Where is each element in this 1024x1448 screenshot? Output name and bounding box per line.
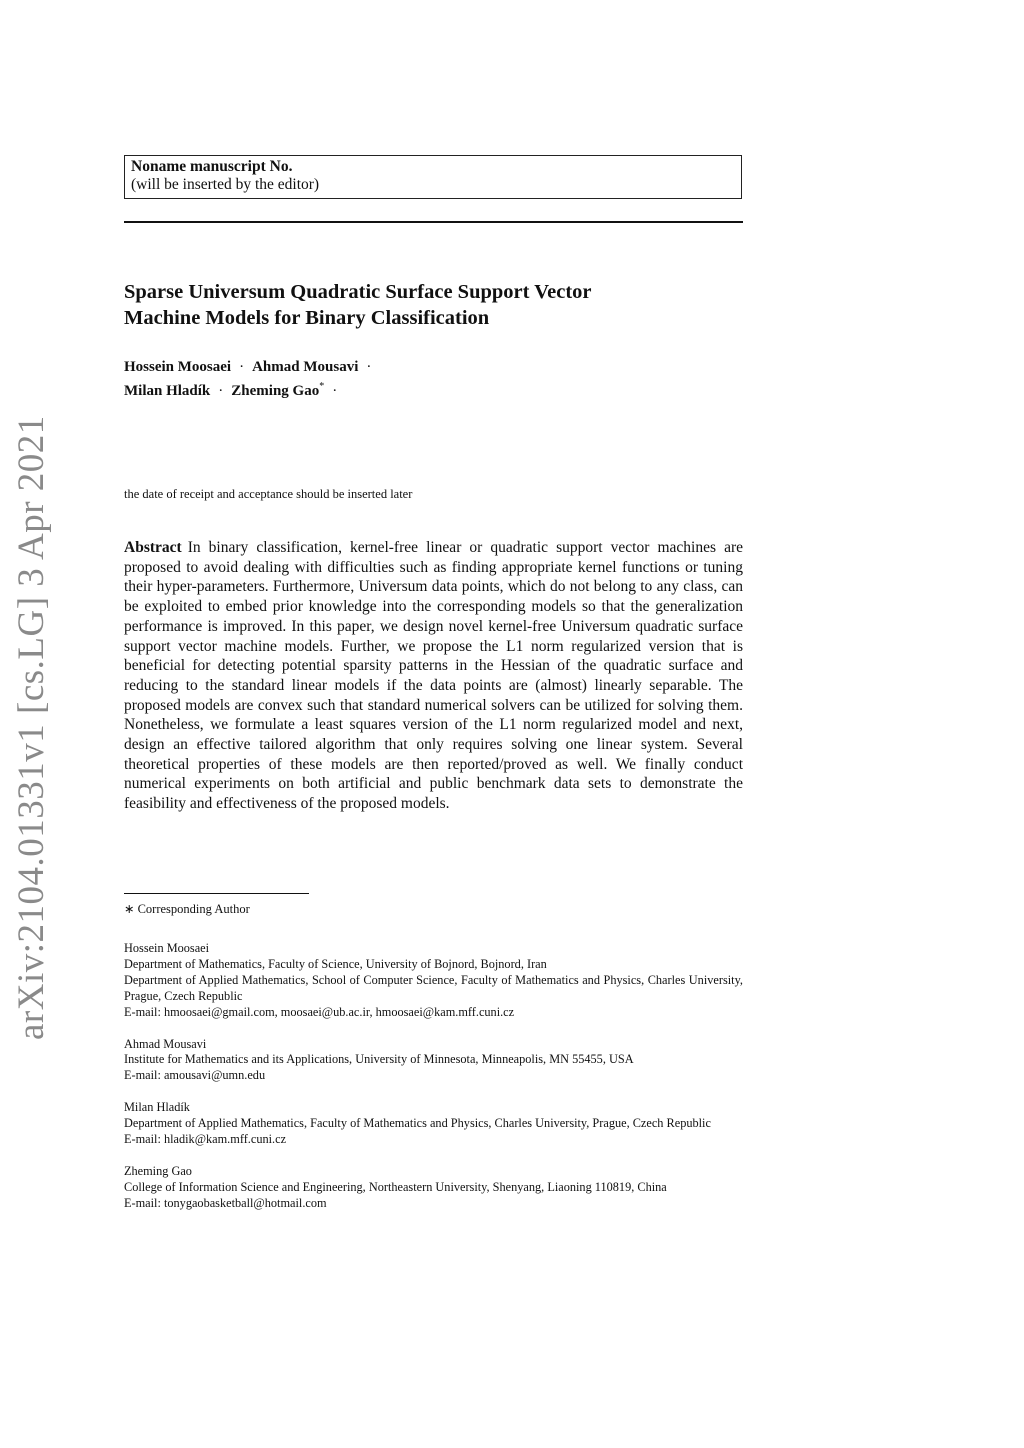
author-name: Zheming Gao <box>231 383 320 399</box>
affiliation-line: College of Information Science and Engineering, Northeastern University, Shenyang, Liaoning 110819, China <box>124 1179 667 1194</box>
manuscript-header-box <box>124 155 742 199</box>
manuscript-number-label: Noname manuscript No. <box>131 158 293 175</box>
affiliation-author: Hossein Moosaei <box>124 941 210 955</box>
affiliation-author: Zheming Gao <box>124 1163 192 1178</box>
title-line-1: Sparse Universum Quadratic Surface Support Vector <box>124 281 592 303</box>
corresponding-mark: * <box>319 381 325 392</box>
paper-title <box>124 279 744 331</box>
affiliation-block <box>124 1037 743 1085</box>
abstract-text: In binary classification, kernel-free linear or quadratic support vector machines are proposed to avoid dealing with difficulties such as finding appropriate kernel functions or tuning their hyper-parameters. Furthermore, Universum data points, which do not belong to any class, can be exploited to embed prior knowledge into the corresponding models so that the generalization performance is improved. In this paper, we design novel kernel-free Universum quadratic surface support vector machine models. Further, we propose the L1 norm regularized version that is beneficial for detecting potential sparsity patterns in the Hessian of the quadratic surface and reducing to the standard linear models if the data points are (almost) linearly separable. The proposed models are convex such that standard numerical solvers can be utilized for solving them. Nonetheless, we formulate a least squares version of the L1 norm regularized model and next, design an effective tailored algorithm that only requires solving one linear system. Several theoretical properties of these models are then reported/proved as well. We finally conduct numerical experiments on both artificial and public benchmark data sets to demonstrate the feasibility and effectiveness of the proposed models. <box>124 539 743 813</box>
affiliation-email: E-mail: hladik@kam.mff.cuni.cz <box>124 1132 287 1147</box>
editor-note: (will be inserted by the editor) <box>131 176 320 193</box>
affiliations <box>124 941 743 1228</box>
affiliation-block <box>124 1164 743 1212</box>
affiliation-email: E-mail: tonygaobasketball@hotmail.com <box>124 1195 327 1210</box>
abstract-label: Abstract <box>124 539 182 556</box>
receipt-date-note: the date of receipt and acceptance should be inserted later <box>124 487 413 501</box>
author-line-1 <box>124 357 744 377</box>
affiliation-line: Department of Mathematics, Faculty of Science, University of Bojnord, Bojnord, Iran <box>124 956 547 971</box>
arxiv-stamp: arXiv:2104.01331v1 [cs.LG] 3 Apr 2021 <box>11 415 52 1040</box>
affiliation-email: E-mail: hmoosaei@gmail.com, moosaei@ub.ac.ir, hmoosaei@kam.mff.cuni.cz <box>124 1004 515 1019</box>
affiliation-email: E-mail: amousavi@umn.edu <box>124 1068 266 1083</box>
author-name: Ahmad Mousavi <box>252 359 359 375</box>
footnote-rule <box>124 893 309 894</box>
author-separator: · <box>239 359 245 375</box>
author-separator: · <box>332 383 338 399</box>
affiliation-author: Ahmad Mousavi <box>124 1036 207 1051</box>
author-line-2 <box>124 377 744 401</box>
author-name: Milan Hladík <box>124 383 211 399</box>
affiliation-line: Department of Applied Mathematics, School of Computer Science, Faculty of Mathematics and Physics, Charles University, Prague, Czech Republic <box>124 972 743 1003</box>
affiliation-author: Milan Hladík <box>124 1100 190 1115</box>
affiliation-block <box>124 941 743 1021</box>
author-name: Hossein Moosaei <box>124 359 232 375</box>
affiliation-line: Institute for Mathematics and its Applications, University of Minnesota, Minneapolis, MN 55455, USA <box>124 1052 634 1067</box>
corresponding-author-footnote: ∗ Corresponding Author <box>124 902 250 916</box>
author-separator: · <box>218 383 224 399</box>
header-rule <box>124 221 743 223</box>
abstract <box>124 538 743 814</box>
affiliation-block <box>124 1100 743 1148</box>
title-line-2: Machine Models for Binary Classification <box>124 307 490 329</box>
affiliation-line: Department of Applied Mathematics, Faculty of Mathematics and Physics, Charles University, Prague, Czech Republic <box>124 1116 711 1131</box>
author-list <box>124 357 744 401</box>
author-separator: · <box>366 359 372 375</box>
